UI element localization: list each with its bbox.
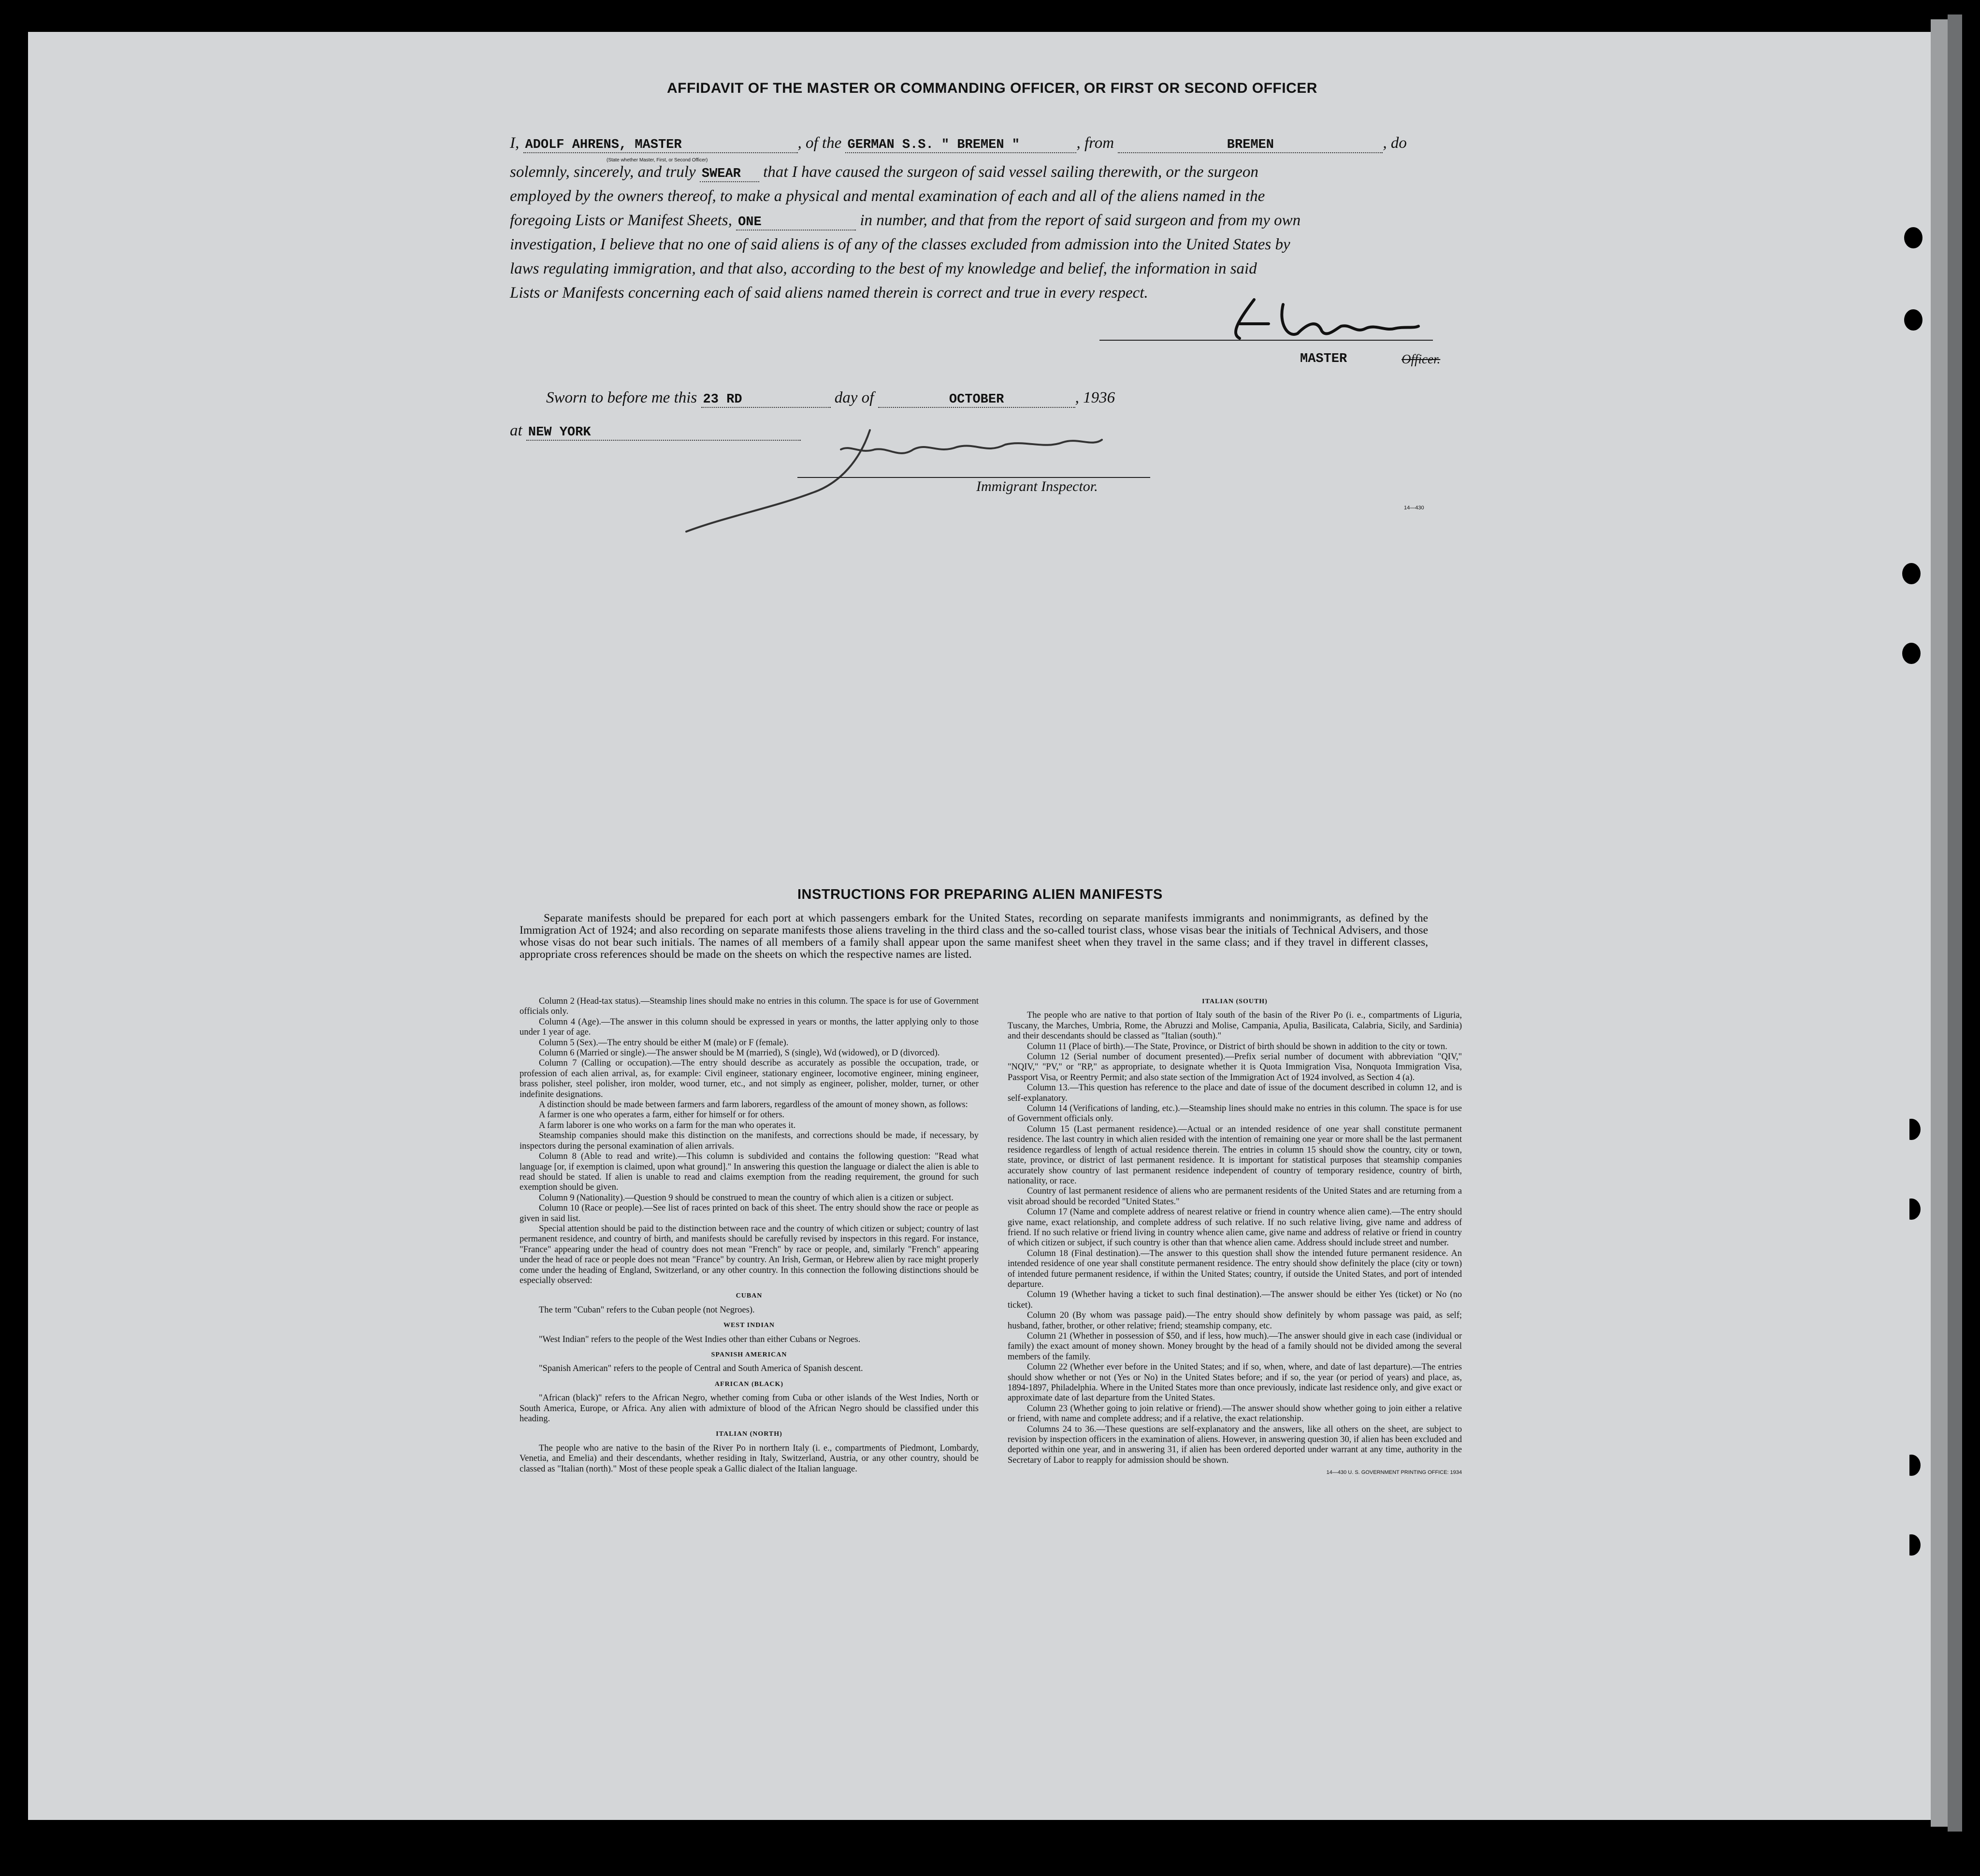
binder-hole [1902, 1119, 1921, 1140]
instruction-paragraph: Column 7 (Calling or occupation).—The entry should describe as accurately as possible the occupation, trade, or profession of each alien arrival, as, for example: Civil engineer, stationary engineer, locomotive engineer, mining engineer, brass polisher, steel polisher, iron molder, wood turner, etc., and not simply as engineer, polisher, molder, turner, or other indefinite designations. [520, 1058, 979, 1099]
text: solemnly, sincerely, and truly [510, 163, 696, 181]
instruction-paragraph: Column 14 (Verifications of landing, etc.).—Steamship lines should make no entries in this column. The space is for use of Government officials only. [1008, 1104, 1462, 1124]
affidavit-line-6: laws regulating immigration, and that also, according to the best of my knowledge and belief, the information in said [510, 260, 1257, 277]
text: I, [510, 134, 520, 152]
state-note: (State whether Master, First, or Second Officer) [607, 158, 708, 163]
instruction-paragraph: Steamship companies should make this distinction on the manifests, and corrections should be made, if necessary, by inspectors during the personal examination of alien arrivals. [520, 1131, 979, 1151]
instruction-paragraph: Column 17 (Name and complete address of nearest relative or friend in country whence alien came).—The entry should give name, exact relationship, and complete address of such relative. If no such relative living, give name and address of friend. If no such relative or friend living in country whence alien came, give name and address of relative or friend in country of which citizen or subject, if such country is other than that whence alien came. Address should include street and number. [1008, 1207, 1462, 1248]
affidavit-line-1 [510, 134, 1407, 153]
instruction-paragraph: Column 6 (Married or single).—The answer should be M (married), S (single), Wd (widowed), or D (divorced). [539, 1048, 940, 1058]
text: Sworn to before me this [546, 389, 697, 406]
binder-hole [1902, 1198, 1921, 1220]
binder-hole [1902, 1455, 1921, 1476]
intro-paragraph: Separate manifests should be prepared for each port at which passengers embark for the United States, recording on separate manifests immigrants and nonimmigrants, as defined by the Immigration Act of 1924; and also recording on separate manifests those aliens traveling in the third class and the so-called tourist class, whose visas bear the initials of Technical Advisers, and those whose visas do not bear such initials. The names of all members of a family shall appear upon the same manifest sheet when they travel in the same class; and if they travel in different classes, appropriate cross references should be made on the sheets on which the respective names are listed. [520, 912, 1428, 961]
rank-field: MASTER [1300, 352, 1347, 366]
instruction-paragraph: Column 10 (Race or people).—See list of races printed on back of this sheet. The entry should show the race or people as given in said list. [520, 1203, 979, 1224]
subheading-african: AFRICAN (BLACK) [714, 1380, 784, 1388]
instruction-paragraph: Column 2 (Head-tax status).—Steamship lines should make no entries in this column. The space is for use of Government officials only. [520, 996, 979, 1017]
swear-field: SWEAR [700, 167, 759, 182]
page-edge-shadow [1948, 14, 1962, 1832]
instruction-paragraph: Special attention should be paid to the distinction between race and the country of which citizen or subject; country of last permanent residence, and country of birth, and manifests should be carefully revised by inspectors in this regard. For instance, "France" appearing under the head of country does not mean "French" by race or people, and, similarly "French" appearing under the head of race or people does not mean "France" by country. An Irish, German, or Hebrew alien by race might properly come under the heading of England, Switzerland, or any other country. In this connection the following distinctions should be especially observed: [520, 1224, 979, 1285]
text: that I have caused the surgeon of said vessel sailing therewith, or the surgeon [763, 163, 1258, 181]
instruction-paragraph: Columns 24 to 36.—These questions are self-explanatory and the answers, like all others on the sheet, are subject to revision by inspection officers in the examination of aliens. However, in answering question 30, if alien has been excluded and deported within one year, and in answering 31, if alien has been ordered deported under warrant at any time, authority in the Secretary of Labor to reapply for admission should be shown. [1008, 1424, 1462, 1465]
instruction-paragraph: The people who are native to the basin of the River Po in northern Italy (i. e., compartments of Piedmont, Lombardy, Venetia, and Emelia) and their descendants, whether residing in Italy, Switzerland, Austria, or any other country, should be classed as "Italian (north)." Most of these people speak a Gallic dialect of the Italian language. [520, 1443, 979, 1474]
instruction-paragraph: Column 5 (Sex).—The entry should be either M (male) or F (female). [539, 1038, 789, 1048]
text: day of [834, 389, 874, 406]
instruction-paragraph: Column 19 (Whether having a ticket to such final destination).—The answer should be either Yes (ticket) or No (no ticket). [1008, 1290, 1462, 1310]
instruction-paragraph: Column 15 (Last permanent residence).—Actual or an intended residence of one year shall constitute permanent residence. The last country in which alien resided with the intention of remaining one year or more shall be the last permanent residence regardless of length of actual residence therein. The entries in column 15 should show the country, city or town, state, province, or district of last permanent residence. It is important for statistical purposes that steamship companies accurately show country of last permanent residence independent of country of temporary residence, country of birth, nationality, or race. [1008, 1124, 1462, 1186]
instruction-paragraph: "Spanish American" refers to the people of Central and South America of Spanish descent. [539, 1364, 863, 1374]
sworn-month-field: OCTOBER [878, 392, 1075, 408]
instruction-paragraph: The term "Cuban" refers to the Cuban people (not Negroes). [539, 1305, 755, 1315]
instruction-paragraph: Column 9 (Nationality).—Question 9 should be construed to mean the country of which alien is a citizen or subject. [539, 1193, 954, 1203]
vessel-field: GERMAN S.S. " BREMEN " [845, 138, 1076, 153]
instructions-left-column [520, 996, 979, 1474]
instruction-paragraph: A farmer is one who operates a farm, either for himself or for others. [539, 1110, 785, 1120]
inspector-signature [667, 420, 1247, 536]
instruction-paragraph: A farm laborer is one who works on a farm for the man who operates it. [539, 1120, 796, 1130]
instruction-paragraph: Column 21 (Whether in possession of $50, and if less, how much).—The answer should give in each case (individual or family) the exact amount of money shown. Money brought by the head of a family should not be divided among the several members of the family. [1008, 1331, 1462, 1362]
instruction-paragraph: "African (black)" refers to the African Negro, whether coming from Cuba or other islands of the West Indies, North or South America, Europe, or Africa. Any alien with admixture of blood of the African Negro should be classified under this heading. [520, 1393, 979, 1424]
inspector-label: Immigrant Inspector. [976, 478, 1098, 494]
master-name-field: ADOLF AHRENS, MASTER [523, 138, 798, 153]
place-field: NEW YORK [526, 425, 801, 441]
instruction-paragraph: Country of last permanent residence of aliens who are permanent residents of the United States and are returning from a visit abroad should be recorded "United States." [1008, 1186, 1462, 1207]
instruction-paragraph: Column 12 (Serial number of document presented).—Prefix serial number of document with abbreviation "QIV," "NQIV," "PV," or "RP," as appropriate, to designate whether it is Quota Immigration Visa, Nonquota Immigration Visa, Passport Visa, or Reentry Permit; and also state section of the Immigration Act of 1924 involved, as Section 4 (a). [1008, 1052, 1462, 1082]
affidavit-line-7: Lists or Manifests concerning each of said aliens named therein is correct and true in every respect. [510, 284, 1148, 302]
affidavit-line-4 [510, 212, 1301, 231]
text: in number, and that from the report of said surgeon and from my own [860, 212, 1301, 229]
instruction-paragraph: Column 18 (Final destination).—The answer to this question shall show the intended future permanent residence. An intended residence of one year shall constitute permanent residence. The entry should show definitely the place (city or town) of intended future permanent residence, if within the United States; country, if outside the United States, and port of intended departure. [1008, 1248, 1462, 1289]
instruction-paragraph: Column 8 (Able to read and write).—This column is subdivided and contains the following question: "Read what language [or, if exemption is claimed, upon what ground]." In answering this question the language or dialect the alien is able to read should be stated. If alien is unable to read and claims exemption from the reading requirement, the ground for such exemption should be given. [520, 1152, 979, 1193]
subheading-italian-north: ITALIAN (NORTH) [716, 1430, 782, 1438]
affidavit-line-2 [510, 163, 1258, 182]
affidavit-heading: AFFIDAVIT OF THE MASTER OR COMMANDING OFFICER, OR FIRST OR SECOND OFFICER [667, 80, 1317, 96]
page-edge [1931, 19, 1950, 1827]
subheading-cuban: CUBAN [736, 1292, 763, 1300]
subheading-west-indian: WEST INDIAN [723, 1322, 775, 1329]
sworn-year: , 1936 [1075, 389, 1115, 406]
subheading-spanish-american: SPANISH AMERICAN [711, 1351, 787, 1358]
affidavit-line-3: employed by the owners thereof, to make a physical and mental examination of each and all of the aliens named in the [510, 188, 1265, 205]
instructions-right-column [1008, 996, 1462, 1478]
text: , do [1383, 134, 1407, 152]
text: foregoing Lists or Manifest Sheets, [510, 212, 732, 229]
affidavit-line-5: investigation, I believe that no one of said aliens is of any of the classes excluded from admission into the United States by [510, 236, 1290, 253]
instruction-paragraph: Column 22 (Whether ever before in the United States; and if so, when, where, and date of last departure).—The entries should show whether or not (Yes or No) in the United States before; and if so, the year (or period of years) and place, as, 1894-1897, Philadelphia. Where in the United States more than once previously, indicate last residence only, and give exact or approximate date of last departure from the United States. [1008, 1362, 1462, 1403]
instructions-heading: INSTRUCTIONS FOR PREPARING ALIEN MANIFESTS [797, 887, 1163, 902]
form-number: 14—430 [1404, 505, 1424, 511]
instruction-paragraph: Column 13.—This question has reference to the place and date of issue of the document described in column 12, and is self-explanatory. [1008, 1083, 1462, 1103]
sheets-field: ONE [736, 215, 856, 231]
instruction-paragraph: Column 4 (Age).—The answer in this column should be expressed in years or months, the latter applying only to those under 1 year of age. [520, 1017, 979, 1038]
binder-hole [1904, 309, 1922, 331]
instruction-paragraph: Column 20 (By whom was passage paid).—The entry should show definitely by whom passage was paid, as self; husband, father, brother, or other relative; friend; steamship company, etc. [1008, 1311, 1462, 1331]
instructions-intro [520, 912, 1428, 961]
sworn-line [546, 389, 1115, 408]
instruction-paragraph: Column 23 (Whether going to join relative or friend).—The answer should show whether going to join either a relative or friend, with name and complete address; and if a relative, the exact relationship. [1008, 1403, 1462, 1424]
subheading-italian-south: ITALIAN (SOUTH) [1202, 998, 1268, 1005]
binder-hole [1902, 563, 1921, 584]
binder-hole [1902, 1534, 1921, 1556]
port-field: BREMEN [1118, 138, 1383, 153]
instruction-paragraph: "West Indian" refers to the people of the West Indies other than either Cubans or Negroes. [539, 1334, 861, 1344]
binder-hole [1902, 643, 1921, 664]
instruction-paragraph: A distinction should be made between farmers and farm laborers, regardless of the amount of money shown, as follows: [539, 1100, 968, 1110]
printing-office-footer: 14—430 U. S. GOVERNMENT PRINTING OFFICE: 1934 [1326, 1470, 1462, 1476]
binder-hole [1904, 227, 1922, 248]
sworn-day-field: 23 RD [701, 392, 831, 408]
text: , from [1076, 134, 1114, 152]
master-signature [1095, 290, 1462, 348]
officer-label: Officer. [1402, 352, 1441, 366]
text: , of the [797, 134, 842, 152]
instruction-paragraph: The people who are native to that portion of Italy south of the basin of the River Po (i. e., compartments of Liguria, Tuscany, the Marches, Umbria, Rome, the Abruzzi and Molise, Campania, Apulia, Basilicata, Calabria, Sicily, and Sardinia) and their descendants should be classed as "Italian (south)." [1008, 1010, 1462, 1041]
instruction-paragraph: Column 11 (Place of birth).—The State, Province, or District of birth should be shown in addition to the city or town. [1027, 1041, 1447, 1052]
text: at [510, 422, 522, 439]
